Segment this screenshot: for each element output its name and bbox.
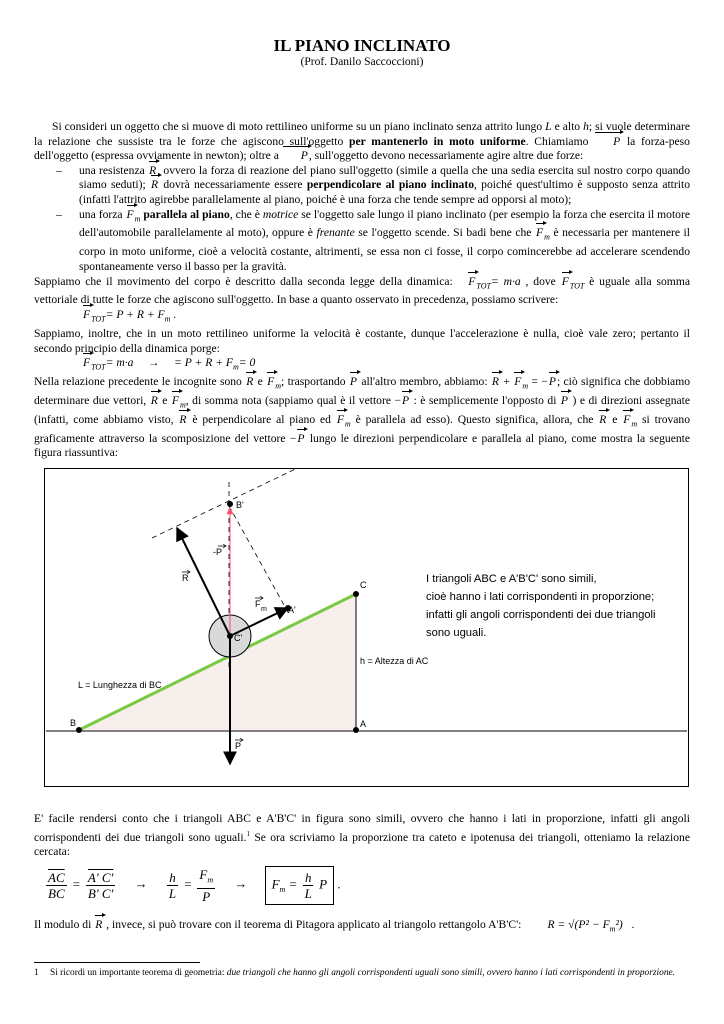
pythagoras-formula: R = √(P² − F <box>547 918 610 931</box>
text-span: , di somma nota (sappiamo qual è il vettore <box>185 393 391 407</box>
vector-R: R <box>491 375 500 389</box>
text-span: lungo le direzioni perpendicolare e parallela al piano, come mostra la seguente figura riassuntiva: <box>34 431 690 460</box>
paragraph-uniform <box>34 327 690 356</box>
vector-R: R <box>246 375 254 389</box>
italic-text: due triangoli che hanno gli angoli corrispondenti uguali sono simili, ovvero hanno i lati corrispondenti in proporzione. <box>226 968 676 978</box>
text-span: una resistenza <box>79 163 145 177</box>
subscript-m: m <box>609 924 616 934</box>
note-line: sono uguali. <box>426 627 487 639</box>
point-b-prime <box>227 501 233 507</box>
equals-sign: = <box>183 876 193 892</box>
minus-sign: − <box>394 393 402 407</box>
text-span: Se ora scriviamo la proporzione tra cateto e ipotenusa dei triangoli, otteniamo la relazione cercata: <box>34 830 690 859</box>
text-span: Il modulo di <box>34 918 92 931</box>
proportion-equations <box>44 866 341 905</box>
label-b-prime: B' <box>236 500 244 510</box>
arrow-symbol: → <box>147 356 160 370</box>
denominator: B' C' <box>87 886 114 901</box>
text-span: , sull'oggetto devono necessariamente agire altre due forze: <box>308 149 584 163</box>
subscript-tot: TOT <box>91 314 106 324</box>
subscript-m: m <box>180 400 186 410</box>
text-span: ; ciò significa che dobbiamo determinare due vettori, <box>34 375 691 407</box>
text-span: ) e di direzioni assegnate (infatti, come abbiamo visto, <box>34 393 691 426</box>
main-text <box>34 120 690 461</box>
subscript-m: m <box>233 362 239 372</box>
label-r: R <box>182 573 189 583</box>
footnote <box>34 967 690 979</box>
numerator: h <box>304 870 312 885</box>
period: . <box>337 876 341 892</box>
denominator: P <box>202 888 211 904</box>
vector-F: F <box>83 308 91 322</box>
dash-bullet: – <box>56 207 62 221</box>
text-span: si trovano graficamente attraverso la scomposizione del vettore <box>34 412 691 445</box>
text-span: Sappiamo, inoltre, che in un moto rettilineo uniforme la velocità è costante, dunque l'accelerazione è nulla, cioè vale zero; pertanto il secondo principio della dinamica porge: <box>34 326 690 355</box>
text-span: , poiché quest'ultimo è supposto senza attrito (infatti l'attrito agirebbe parallelamente al piano, poiché è una forza che tende sempre ad opporsi al moto); <box>79 178 691 206</box>
figure-note <box>426 570 656 642</box>
vector-R: R <box>599 412 607 426</box>
fraction-h-l <box>303 870 314 901</box>
subscript-m: m <box>164 314 171 324</box>
footnote-ref: 1 <box>246 829 251 838</box>
text-span: Si consideri un oggetto che si muove di moto rettilineo uniforme su un piano inclinato senza attrito lungo <box>52 120 543 133</box>
fraction-h-l <box>167 870 178 901</box>
symbol-p: P <box>319 876 328 892</box>
label-fm: F <box>255 599 261 609</box>
author-line: (Prof. Danilo Saccoccioni) <box>300 56 424 68</box>
text-span: se l'oggetto scende. Si badi bene che <box>358 226 532 240</box>
subscript-m: m <box>522 381 529 391</box>
paragraph-unknowns: Nella relazione precedente le incognite sono R e $F_m$; trasportando P all'altro membro, abbiamo: $R + F_m = -P$; ciò significa che dobbiamo determinare due vettori, R e $F_m$, di somma nota (sappiamo qual è il vettore −P : è semplicemente l'opposto di P ) e di direzioni assegnate (infatti, come abbiamo visto, R è perpendicolare al piano ed $F_m$ è parallela ad esso). Questo significa, allora, che R e $F_m$ si trovano graficamente attraverso la scomposizione del vettore −P lungo le direzioni perpendicolare e parallela al piano, come mostra la seguente figura riassuntiva: <box>34 375 691 460</box>
subscript-tot: TOT <box>476 280 491 290</box>
subscript-m: m <box>544 232 550 242</box>
point-b <box>76 727 82 733</box>
label-a-prime: A' <box>288 605 296 615</box>
conclusion-paragraph <box>34 812 690 860</box>
vector-F: F <box>83 356 91 370</box>
formula: = m·a <box>105 356 134 370</box>
text-span: Sappiamo che il movimento del corpo è descritto dalla seconda legge della dinamica: <box>34 274 453 288</box>
denominator: L <box>304 886 312 901</box>
label-c: C <box>360 580 367 590</box>
formula: = P + R + F <box>105 308 165 322</box>
vector-F: F <box>561 274 569 288</box>
subscript-m: m <box>631 419 638 429</box>
label-minus-p: -P <box>213 547 222 557</box>
vector-P: P <box>282 149 309 164</box>
vector-F: F <box>171 393 180 407</box>
subscript-m: m <box>134 213 141 223</box>
text-span: se l'oggetto sale lungo il piano inclinato (per esempio la forza che esercita il motore dell'automobile parallelamente al moto), oppure è <box>79 207 690 240</box>
text-span: è uguale alla somma vettoriale di tutte le forze che agiscono sull'oggetto. In base a quanto osservato in precedenza, possiamo scrivere: <box>34 274 690 307</box>
text-span: Nella relazione precedente le incognite sono <box>34 375 242 389</box>
note-line: I triangoli ABC e A'B'C' sono simili, <box>426 573 597 585</box>
formula: = m·a <box>490 274 521 288</box>
vector-F: F <box>336 412 344 426</box>
text-span: , dove <box>525 274 556 288</box>
formula: = P + R + F <box>174 356 234 370</box>
vector-P: P <box>548 375 556 389</box>
symbol-L: L <box>545 120 552 133</box>
subscript-m: m <box>344 419 351 429</box>
minus-sign: − <box>541 375 548 389</box>
vector-R: R <box>149 163 157 177</box>
page-title: IL PIANO INCLINATO <box>273 36 451 55</box>
text-span: e alto <box>554 120 581 133</box>
note-line: infatti gli angoli corrispondenti dei due triangoli <box>426 609 656 621</box>
text-span: è perpendicolare al piano ed <box>192 412 331 426</box>
bold-text: parallela al piano <box>143 207 230 221</box>
text-span: e <box>162 393 168 407</box>
equals-sign: = <box>288 876 298 892</box>
arrow-symbol: → <box>134 876 148 892</box>
vector-R: R <box>150 393 158 407</box>
formula-zero <box>34 356 690 375</box>
label-h: h = Altezza di AC <box>360 656 429 666</box>
text-span: una forza <box>79 207 123 221</box>
fraction-apcp-bpcp <box>86 870 115 901</box>
subscript-tot: TOT <box>569 280 585 290</box>
text-span: la forza-peso dell'oggetto (espressa ovviamente in newton); oltre a <box>34 134 690 163</box>
list-item-resistance <box>34 164 690 208</box>
text-span: dovrà necessariamente essere <box>163 178 303 192</box>
modulo-line <box>34 918 690 933</box>
text-span: ; trasportando <box>281 375 346 389</box>
point-c <box>353 591 359 597</box>
italic-text: frenante <box>316 226 355 240</box>
pythagoras-formula-end: ²) <box>615 918 623 931</box>
footnote-text <box>34 967 690 979</box>
text-span: è necessaria per mantenere il corpo in moto uniforme, cioè a velocità costante, altrimenti, se essa non ci fosse, il corpo comincerebbe ad accelerare scendendo spontaneamente verso il basso per la gravità. <box>79 226 690 273</box>
subscript-m: m <box>279 885 286 895</box>
label-a: A <box>360 719 367 729</box>
period: . <box>631 918 635 931</box>
numerator: $\overline{AC}$ <box>48 870 65 885</box>
text-span: Si ricordi un importante teorema di geometria: <box>50 968 225 978</box>
text-span: E' facile rendersi conto che i triangoli ABC e A'B'C' in figura sono simili, ovvero che hanno i lati in proporzione, infatti gli angoli corrispondenti dei due triangoli sono uguali. <box>34 812 690 844</box>
formula: = 0 <box>238 356 256 370</box>
label-c-prime: C' <box>234 633 243 643</box>
text-span: , ovvero la forza di reazione del piano sull'oggetto (simile a quella che una sedia esercita sul nostro corpo quando siamo seduti); <box>79 163 690 192</box>
equals-sign: = <box>71 876 81 892</box>
vector-F: F <box>126 207 134 221</box>
denominator: L <box>168 886 177 901</box>
point-a <box>353 727 359 733</box>
vector-F: F <box>468 274 476 288</box>
label-fm-sub: m <box>261 606 267 613</box>
arrow-symbol: → <box>234 876 248 892</box>
result-box <box>265 866 334 905</box>
fraction-ac-bc <box>46 870 67 901</box>
note-line: cioè hanno i lati corrispondenti in proporzione; <box>426 591 655 603</box>
formula-sum: $F_{TOT}= P + R + F_m$ . <box>83 308 177 324</box>
subscript-m: m <box>275 381 282 391</box>
numerator: h <box>169 870 176 885</box>
vector-F: F <box>267 375 275 389</box>
label-b: B <box>70 718 77 728</box>
fraction-fm-p <box>197 867 215 904</box>
vector-R: R <box>95 918 103 931</box>
paragraph-intro <box>34 120 690 164</box>
bold-text: perpendicolare al piano inclinato <box>306 178 474 192</box>
subscript-m: m <box>207 875 214 885</box>
vector-P: P <box>349 375 357 389</box>
list-item-force <box>34 208 690 275</box>
text-span: : è semplicemente l'opposto di <box>413 393 557 407</box>
vector-R: R <box>179 412 187 426</box>
vector-P: P <box>297 431 305 445</box>
bold-text: per mantenerlo in moto uniforme <box>349 134 526 148</box>
paragraph-dynamics <box>34 275 690 309</box>
denominator: BC <box>48 886 65 901</box>
label-p: P <box>235 741 242 751</box>
text-span: è parallela ad esso). Questo significa, allora, che <box>355 412 594 426</box>
text-span: . Chiamiamo <box>525 134 589 148</box>
text-span: ; si vuole determinare la relazione che sussiste tra le forze che agiscono sull'oggetto <box>34 120 690 148</box>
vector-P: P <box>560 393 569 407</box>
text-span: all'altro membro, abbiamo: <box>361 375 488 389</box>
vector-P: P <box>402 393 410 407</box>
symbol-f: F <box>271 876 280 892</box>
vector-F: F <box>514 375 522 389</box>
vector-F: F <box>623 412 631 426</box>
symbol-h: h <box>583 120 589 133</box>
symbol-f: F <box>199 867 208 883</box>
dashed-line-parallel <box>152 468 314 538</box>
label-l: L = Lunghezza di BC <box>78 680 162 690</box>
subscript-tot: TOT <box>91 362 106 372</box>
vector-F: F <box>536 226 544 240</box>
text-span: , che è <box>229 207 260 221</box>
text-span: e <box>257 375 263 389</box>
point-c-prime <box>227 633 233 639</box>
italic-text: motrice <box>262 207 299 221</box>
vector-R: R <box>151 178 159 192</box>
vector-P: P <box>594 135 621 150</box>
text-span: e <box>612 412 618 426</box>
numerator: A' C' <box>87 870 114 885</box>
minus-sign: − <box>289 431 297 445</box>
footnote-rule <box>34 962 200 963</box>
footnote-number: 1 <box>34 968 39 978</box>
text-span: , invece, si può trovare con il teorema di Pitagora applicato al triangolo rettangolo A'B'C': <box>106 918 522 931</box>
dash-bullet: – <box>56 163 62 177</box>
